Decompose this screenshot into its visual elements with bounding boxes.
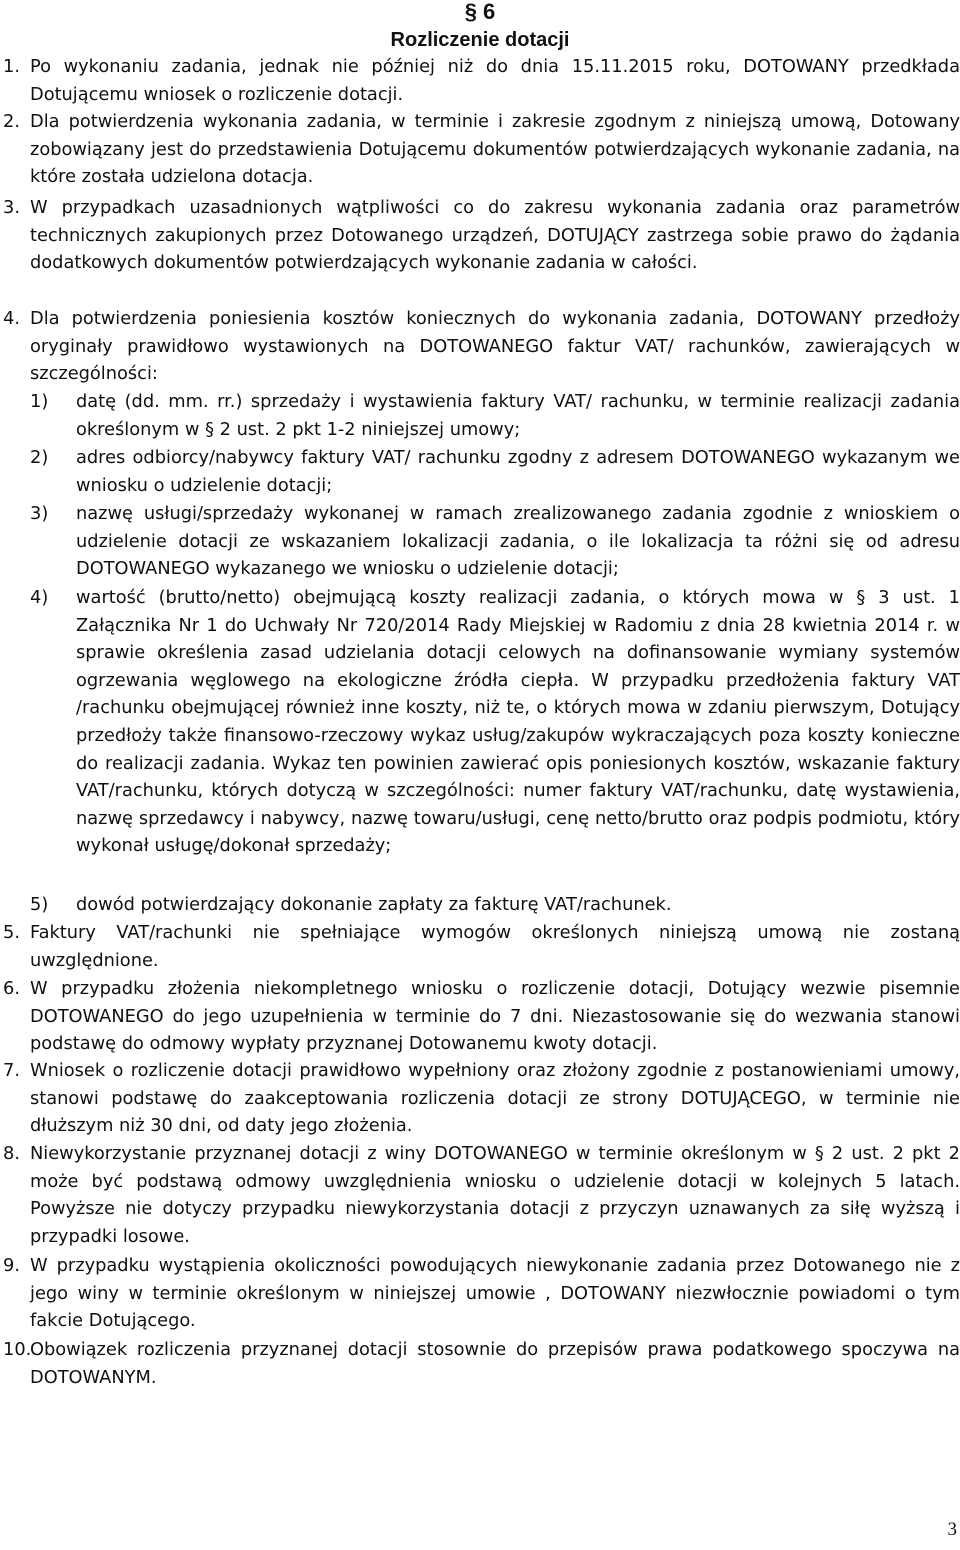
paragraph-5 bbox=[0, 919, 960, 974]
subitem-5 bbox=[30, 891, 960, 919]
section-title: Rozliczenie dotacji bbox=[390, 29, 570, 51]
paragraph-number: 8. bbox=[3, 1143, 20, 1164]
paragraph-text: Po wykonaniu zadania, jednak nie później niż do dnia 15.11.2015 roku, DOTOWANY przedkłada Dotującemu wniosek o rozliczenie dotacji. bbox=[30, 56, 960, 105]
paragraph-text: W przypadku złożenia niekompletnego wniosku o rozliczenie dotacji, Dotujący wezwie pisemnie DOTOWANEGO do jego uzupełnienia w terminie do 7 dni. Niezastosowanie się do wezwania stanowi podstawę do odmowy wypłaty przyznanej Dotowanemu kwoty dotacji. bbox=[30, 978, 960, 1055]
paragraph-text: Obowiązek rozliczenia przyznanej dotacji stosownie do przepisów prawa podatkowego spoczywa na DOTOWANYM. bbox=[30, 1339, 960, 1388]
paragraph-8 bbox=[0, 1140, 960, 1250]
subitem-text: dowód potwierdzający dokonanie zapłaty za fakturę VAT/rachunek. bbox=[76, 894, 672, 915]
paragraph-9 bbox=[0, 1252, 960, 1335]
paragraph-number: 1. bbox=[3, 56, 20, 77]
paragraph-6 bbox=[0, 975, 960, 1058]
paragraph-number: 3. bbox=[3, 197, 20, 218]
paragraph-number: 4. bbox=[3, 308, 20, 329]
paragraph-text: Faktury VAT/rachunki nie spełniające wymogów określonych niniejszą umową nie zostaną uwzględnione. bbox=[30, 922, 960, 971]
subitem-3 bbox=[30, 500, 960, 583]
subitem-number: 1) bbox=[30, 391, 49, 412]
paragraph-number: 9. bbox=[3, 1255, 20, 1276]
paragraph-text: Wniosek o rozliczenie dotacji prawidłowo wypełniony oraz złożony zgodnie z postanowieniami umowy, stanowi podstawę do zaakceptowania rozliczenia dotacji ze strony DOTUJĄCEGO, w terminie nie dłuższym niż 30 dni, od daty jego złożenia. bbox=[30, 1060, 960, 1137]
paragraph-number: 7. bbox=[3, 1060, 20, 1081]
paragraph-number: 5. bbox=[3, 922, 20, 943]
subitem-number: 3) bbox=[30, 503, 49, 524]
paragraph-number: 2. bbox=[3, 111, 20, 132]
paragraph-7 bbox=[0, 1057, 960, 1140]
subitem-1 bbox=[30, 388, 960, 443]
subitem-number: 4) bbox=[30, 587, 49, 608]
subitem-text: wartość (brutto/netto) obejmującą koszty realizacji zadania, o których mowa w § 3 ust. 1 Załącznika Nr 1 do Uchwały Nr 720/2014 Rady Miejskiej w Radomiu z dnia 28 kwietnia 2014 r. w sprawie określenia zasad udzielania dotacji celowych na dofinansowanie wymiany systemów ogrzewania węglowego na ekologiczne źródła ciepła. W przypadku przedłożenia faktury VAT /rachunku obejmującej również inne koszty, niż te, o których mowa w zdaniu pierwszym, Dotujący przedłoży także finansowo-rzeczowy wykaz usług/zakupów wykraczających poza koszty konieczne do realizacji zadania. Wykaz ten powinien zawierać opis poniesionych kosztów, wskazanie faktury VAT/rachunku, których dotyczą w szczególności: numer faktury VAT/rachunku, datę wystawienia, nazwę sprzedawcy i nabywcy, nazwę towaru/usługi, cenę netto/brutto oraz podpis podmiotu, który wykonał usługę/dokonał sprzedaży; bbox=[76, 587, 960, 857]
paragraph-text: W przypadku wystąpienia okoliczności powodujących niewykonanie zadania przez Dotowanego nie z jego winy w terminie określonym w niniejszej umowie , DOTOWANY niezwłocznie powiadomi o tym fakcie Dotującego. bbox=[30, 1255, 960, 1332]
subitem-number: 5) bbox=[30, 894, 49, 915]
subitem-text: datę (dd. mm. rr.) sprzedaży i wystawienia faktury VAT/ rachunku, w terminie realizacji zadania określonym w § 2 ust. 2 pkt 1-2 niniejszej umowy; bbox=[76, 391, 960, 440]
paragraph-text: Dla potwierdzenia poniesienia kosztów koniecznych do wykonania zadania, DOTOWANY przedłoży oryginały prawidłowo wystawionych na DOTOWANEGO faktur VAT/ rachunków, zawierających w szczególności: bbox=[30, 308, 960, 385]
subitem-2 bbox=[30, 444, 960, 499]
paragraph-3 bbox=[0, 194, 960, 277]
page-number: 3 bbox=[947, 1519, 957, 1540]
paragraph-number: 6. bbox=[3, 978, 20, 999]
paragraph-text: Dla potwierdzenia wykonania zadania, w terminie i zakresie zgodnym z niniejszą umową, Dotowany zobowiązany jest do przedstawienia Dotującemu dokumentów potwierdzających wykonanie zadania, na które została udzielona dotacja. bbox=[30, 111, 960, 188]
subitem-text: nazwę usługi/sprzedaży wykonanej w ramach zrealizowanego zadania zgodnie z wnioskiem o udzielenie dotacji ze wskazaniem lokalizacji zadania, o ile lokalizacja ta różni się od adresu DOTOWANEGO wykazanego we wniosku o udzielenie dotacji; bbox=[76, 503, 960, 580]
paragraph-1 bbox=[0, 53, 960, 108]
paragraph-4 bbox=[0, 305, 960, 388]
paragraph-text: Niewykorzystanie przyznanej dotacji z winy DOTOWANEGO w terminie określonym w § 2 ust. 2 pkt 2 może być podstawą odmowy uwzględnienia wniosku o udzielenie dotacji w kolejnych 5 latach. Powyższe nie dotyczy przypadku niewykorzystania dotacji z przyczyn uznawanych za siłę wyższą i przypadki losowe. bbox=[30, 1143, 960, 1247]
subitem-4 bbox=[30, 584, 960, 860]
subitem-number: 2) bbox=[30, 447, 49, 468]
subitem-text: adres odbiorcy/nabywcy faktury VAT/ rachunku zgodny z adresem DOTOWANEGO wykazanym we wniosku o udzielenie dotacji; bbox=[76, 447, 960, 496]
paragraph-2 bbox=[0, 108, 960, 191]
section-number: § 6 bbox=[464, 0, 496, 24]
paragraph-10 bbox=[0, 1336, 960, 1391]
paragraph-text: W przypadkach uzasadnionych wątpliwości co do zakresu wykonania zadania oraz parametrów technicznych zakupionych przez Dotowanego urządzeń, DOTUJĄCY zastrzega sobie prawo do żądania dodatkowych dokumentów potwierdzających wykonanie zadania w całości. bbox=[30, 197, 960, 274]
paragraph-number: 10. bbox=[3, 1339, 32, 1360]
